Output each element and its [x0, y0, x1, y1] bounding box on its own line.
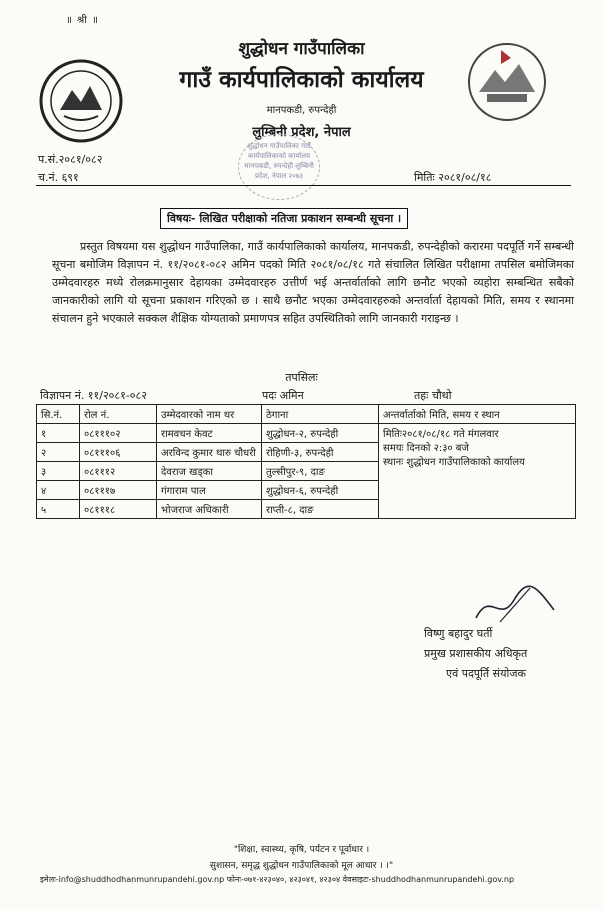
header-top-mark: ॥ श्री ॥	[66, 15, 100, 26]
col-name: उम्मेदवारको नाम थर	[157, 405, 262, 424]
row-address: तुल्सीपुर-९, दाङ	[262, 462, 379, 481]
reference-number: प.सं.२०८१/०८२	[38, 153, 103, 166]
row-sn: ३	[37, 462, 80, 481]
row-address: शुद्धोधन-६, रुपन्देही	[262, 481, 379, 500]
interview-date: मितिः२०८१/०८/१८ गते मंगलवार	[383, 429, 499, 440]
row-address: शुद्धोधन-२, रुपन्देही	[262, 424, 379, 443]
row-name: देवराज खड्का	[157, 462, 262, 481]
row-address: राप्ती-८, दाङ	[262, 500, 379, 519]
stamp-text: शुद्धोधन गाउँपालिका गाउँ कार्यपालिकाको कार्यालय मानपकडी, रुपन्देही लुम्बिनी प्रदेश, नेपाल २०७३	[244, 142, 314, 180]
interview-place: स्थानः शुद्धोधन गाउँपालिकाको कार्यालय	[383, 457, 525, 468]
chalan-number: च.नं. ६९१	[38, 171, 79, 184]
province-name: लुम्बिनी प्रदेश, नेपाल	[252, 125, 351, 140]
vacancy-number: विज्ञापन नं. ११/२०८१-०८२	[40, 389, 147, 402]
row-sn: २	[37, 443, 80, 462]
col-sn: सि.नं.	[37, 405, 80, 424]
municipality-name: शुद्धोधन गाउँपालिका	[238, 39, 365, 59]
results-table	[36, 404, 576, 519]
row-name: भोजराज अधिकारी	[157, 500, 262, 519]
row-roll: ०८१११०२	[80, 424, 157, 443]
interview-time: समयः दिनको २:३० बजे	[383, 443, 469, 454]
row-roll: ०८१११०६	[80, 443, 157, 462]
vacancy-level: तहः चौथो	[414, 389, 452, 402]
footer-slogan-2: सुशासन, समृद्ध शुद्धोधन गाउँपालिकाको मूल आधार । ।"	[209, 861, 394, 871]
row-name: गंगाराम पाल	[157, 481, 262, 500]
letter-date: मितिः २०८१/०८/१८	[414, 171, 492, 184]
row-sn: ५	[37, 500, 80, 519]
vacancy-post: पदः अमिन	[262, 389, 304, 402]
footer-slogan-1: "शिक्षा, स्वास्थ्य, कृषि, पर्यटन र पूर्वाधार ।	[233, 845, 370, 855]
signatory-title: प्रमुख प्रशासकीय अधिकृत	[424, 647, 528, 660]
col-interview: अन्तर्वार्ताको मिति, समय र स्थान	[379, 405, 576, 424]
row-roll: ०८१११८	[80, 500, 157, 519]
row-name: अरविन्द कुमार थारु चौधरी	[157, 443, 262, 462]
interview-details	[379, 424, 576, 519]
subject-line: विषयः- लिखित परीक्षाको नतिजा प्रकाशन सम्बन्धी सूचना ।	[160, 208, 408, 229]
details-heading: तपसिलः	[285, 371, 318, 384]
office-name: गाउँ कार्यपालिकाको कार्यालय	[179, 67, 424, 93]
office-location: मानपकडी, रुपन्देही	[266, 105, 337, 116]
body-paragraph: प्रस्तुत विषयमा यस शुद्धोधन गाउँपालिका, गाउँ कार्यपालिकाको कार्यालय, मानपकडी, रुपन्देहीको करारमा पदपूर्ति गर्ने सम्बन्धी सूचना बमोजिम विज्ञापन नं. ११/२०८१-०८२ अमिन पदको मिति २०८१/०८/१८ गते संचालित लिखित परीक्षामा तपसिल बमोजिमका उम्मेदवारहरु मध्ये रोलक्रमानुसार देहायका उम्मेदवारहरु उत्तीर्ण भई अन्तर्वार्ताको लागि छनौट भएको व्यहोरा सम्बन्धित सबैको जानकारीको लागि यो सूचना प्रकाशन गरिएको छ । साथै छनौट भएका उम्मेदवारहरुको अन्तर्वार्ता देहायको मिति, समय र स्थानमा संचालन हुने भएकाले सक्कल शैक्षिक योग्यताको प्रमाणपत्र सहित उपस्थितिको लागि जानकारी गराइन्छ ।	[52, 240, 574, 325]
row-sn: ४	[37, 481, 80, 500]
row-sn: १	[37, 424, 80, 443]
row-name: रामवचन केवट	[157, 424, 262, 443]
table-row	[37, 424, 576, 443]
header-divider	[36, 185, 571, 186]
signatory-name: विष्णु बहादुर घर्ती	[424, 627, 493, 640]
table-header-row	[37, 405, 576, 424]
office-stamp	[238, 134, 320, 200]
row-roll: ०८१११७	[80, 481, 157, 500]
row-address: रोहिणी-३, रुपन्देही	[262, 443, 379, 462]
footer-contact: इमेलः-info@shuddhodhanmunrupandehi.gov.np फोनः-०७१-४२३०४०, ४२३०४१, ४२३०४ वेवसाइटः-shuddhodhanmunrupandehi.gov.np	[40, 875, 515, 884]
col-roll: रोल नं.	[80, 405, 157, 424]
signatory-role: एवं पदपूर्ति संयोजक	[446, 667, 526, 680]
col-address: ठेगाना	[262, 405, 379, 424]
signature-scribble	[470, 580, 560, 630]
row-roll: ०८१११२	[80, 462, 157, 481]
